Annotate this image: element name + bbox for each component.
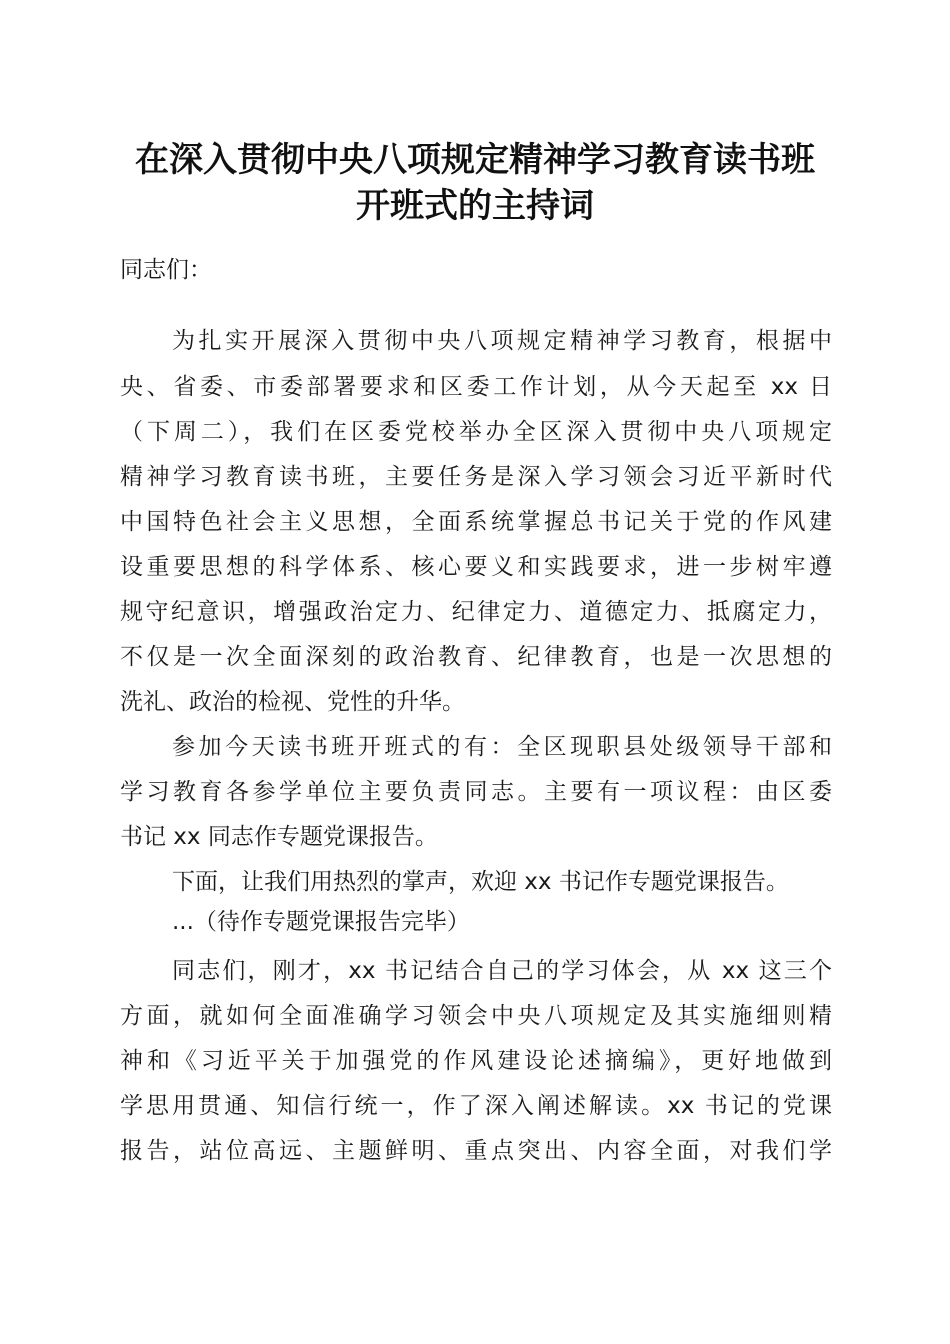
paragraph-1-line-9: 洗礼、政治的检视、党性的升华。 (120, 689, 465, 715)
paragraph-5-line-5: 报告，站位高远、主题鲜明、重点突出、内容全面，对我们学 (120, 1138, 832, 1164)
paragraph-5-line-3: 神和《习近平关于加强党的作风建设论述摘编》，更好地做到 (120, 1048, 832, 1074)
paragraph-2-line-1: 参加今天读书班开班式的有：全区现职县处级领导干部和 (172, 734, 832, 760)
paragraph-1-line-1: 为扎实开展深入贯彻中央八项规定精神学习教育，根据中 (172, 328, 832, 354)
paragraph-1-line-3: （下周二），我们在区委党校举办全区深入贯彻中央八项规定 (120, 419, 832, 445)
paragraph-2-line-2: 学习教育各参学单位主要负责同志。主要有一项议程：由区委 (120, 779, 832, 805)
paragraph-3-line-1: 下面，让我们用热烈的掌声，欢迎 xx 书记作专题党课报告。 (172, 869, 789, 895)
paragraph-1-line-7: 规守纪意识，增强政治定力、纪律定力、道德定力、抵腐定力， (120, 599, 832, 625)
paragraph-1-line-2: 央、省委、市委部署要求和区委工作计划，从今天起至 xx 日 (120, 374, 832, 400)
paragraph-5-line-1: 同志们，刚才，xx 书记结合自己的学习体会，从 xx 这三个 (172, 958, 832, 984)
paragraph-1-line-8: 不仅是一次全面深刻的政治教育、纪律教育，也是一次思想的 (120, 644, 832, 670)
paragraph-1-line-4: 精神学习教育读书班，主要任务是深入学习领会习近平新时代 (120, 464, 832, 490)
salutation: 同志们： (120, 257, 212, 283)
paragraph-2-line-3: 书记 xx 同志作专题党课报告。 (120, 824, 438, 850)
document-title-line-2: 开班式的主持词 (356, 186, 594, 226)
paragraph-4-line-1: ...（待作专题党课报告完毕） (172, 909, 470, 935)
paragraph-5-line-4: 学思用贯通、知信行统一，作了深入阐述解读。xx 书记的党课 (120, 1093, 832, 1119)
paragraph-1-line-6: 设重要思想的科学体系、核心要义和实践要求，进一步树牢遵 (120, 554, 832, 580)
paragraph-5-line-2: 方面，就如何全面准确学习领会中央八项规定及其实施细则精 (120, 1003, 832, 1029)
paragraph-1-line-5: 中国特色社会主义思想，全面系统掌握总书记关于党的作风建 (120, 509, 832, 535)
document-title-line-1: 在深入贯彻中央八项规定精神学习教育读书班 (135, 140, 815, 180)
